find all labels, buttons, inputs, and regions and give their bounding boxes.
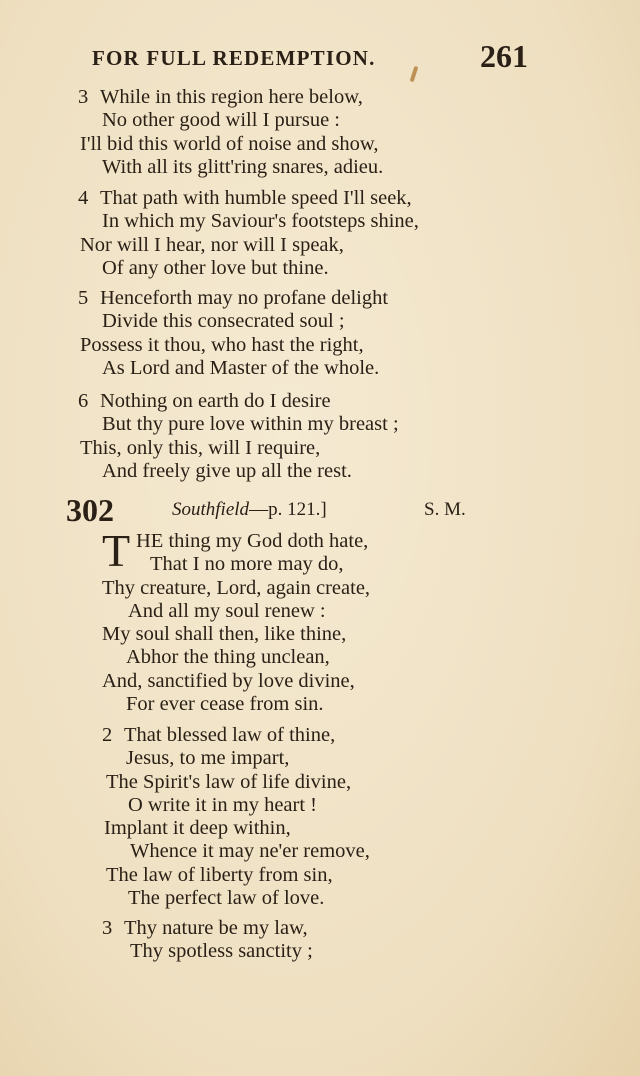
stanza-3 <box>78 86 638 179</box>
verse-line: And freely give up all the rest. <box>102 459 352 482</box>
running-head: FOR FULL REDEMPTION. <box>92 46 376 70</box>
verse-line: Thy spotless sanctity ; <box>130 940 313 963</box>
stanza-5 <box>78 287 638 380</box>
verse-line: O write it in my heart ! <box>128 793 318 816</box>
verse-line: The law of liberty from sin, <box>106 863 333 886</box>
verse-line: But thy pure love within my breast ; <box>102 413 399 436</box>
verse-line: HE thing my God doth hate, <box>136 530 369 552</box>
stanza-number: 6 <box>78 390 89 412</box>
stanza-number: 4 <box>78 187 89 209</box>
verse-line: Divide this consecrated soul ; <box>102 310 345 333</box>
verse-line: Whence it may ne'er remove, <box>130 840 370 863</box>
verse-line: As Lord and Master of the whole. <box>102 356 380 379</box>
tune-page-ref: —p. 121.] <box>249 499 327 520</box>
verse-line: The perfect law of love. <box>128 887 325 910</box>
verse-line: And, sanctified by love divine, <box>102 669 355 692</box>
stanza-number: 3 <box>78 86 89 108</box>
verse-line: 5 Henceforth may no profane delight <box>78 287 389 309</box>
verse-line: No other good will I pursue : <box>102 109 340 132</box>
verse-line: Possess it thou, who hast the right, <box>80 333 364 356</box>
hymn-heading <box>66 492 506 528</box>
verse-line: 2 That blessed law of thine, <box>102 724 336 746</box>
verse-line: Thy creature, Lord, again create, <box>102 576 371 599</box>
verse-line: This, only this, will I require, <box>80 436 321 459</box>
stanza-6 <box>78 390 638 483</box>
tune-name: Southfield <box>172 499 250 520</box>
hymn-meter: S. M. <box>424 499 466 520</box>
drop-cap: T <box>102 525 131 576</box>
verse-line: Jesus, to me impart, <box>126 747 290 770</box>
hymn-stanza-2 <box>102 724 640 910</box>
verse-line: My soul shall then, like thine, <box>102 623 347 646</box>
tune-reference <box>172 499 327 521</box>
verse-line: 4 That path with humble speed I'll seek, <box>78 187 412 209</box>
verse-line: 3 While in this region here below, <box>78 86 363 108</box>
verse-line: And all my soul renew : <box>128 599 326 622</box>
stanza-4 <box>78 187 638 280</box>
stanza-number: 5 <box>78 287 89 309</box>
page-number: 261 <box>480 38 528 74</box>
verse-line: 3 Thy nature be my law, <box>102 917 308 939</box>
verse-line: With all its glitt'ring snares, adieu. <box>102 155 384 178</box>
hymn-stanza-3 <box>102 917 640 964</box>
verse-line: Implant it deep within, <box>104 817 291 840</box>
hymn-stanza-1 <box>102 525 640 716</box>
stanza-number: 2 <box>102 724 113 746</box>
verse-line: 6 Nothing on earth do I desire <box>78 390 331 412</box>
page-header <box>92 38 552 78</box>
verse-line: Abhor the thing unclean, <box>126 646 330 669</box>
verse-line: I'll bid this world of noise and show, <box>80 132 379 155</box>
verse-line: That I no more may do, <box>150 553 344 576</box>
first-word-caps: HE <box>136 530 164 552</box>
verse-line: The Spirit's law of life divine, <box>106 770 352 793</box>
stanza-number: 3 <box>102 917 113 939</box>
verse-line: Of any other love but thine. <box>102 256 329 279</box>
verse-line: For ever cease from sin. <box>126 693 324 716</box>
verse-line: In which my Saviour's footsteps shine, <box>102 210 419 233</box>
verse-line: Nor will I hear, nor will I speak, <box>80 233 344 256</box>
hymn-number: 302 <box>66 492 114 528</box>
